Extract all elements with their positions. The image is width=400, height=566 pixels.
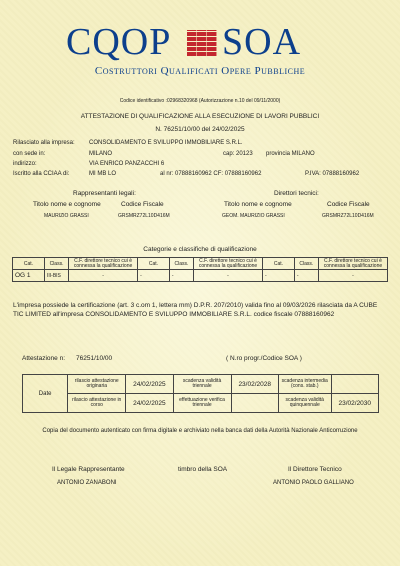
logo-cqop: CQOP bbox=[66, 21, 172, 63]
indirizzo-label: indirizzo: bbox=[13, 161, 37, 167]
attestazione-number: 76251/10/00 bbox=[76, 355, 113, 362]
effettuazione-date bbox=[231, 394, 278, 413]
header-cat: Cat. bbox=[138, 258, 170, 270]
legali-col-name: Titolo nome e cognome bbox=[33, 201, 101, 208]
provincia-value: provincia MILANO bbox=[266, 151, 315, 157]
brick-logo-icon bbox=[187, 30, 217, 56]
al-nr-cf: al nr: 07888160962 CF: 07888160962 bbox=[160, 171, 262, 177]
attestazione-progr: ( N.ro progr./Codice SOA ) bbox=[226, 355, 302, 362]
scadenza-triennale-date: 23/02/2028 bbox=[231, 375, 278, 394]
rappresentante-name: ANTONIO ZANABONI bbox=[57, 480, 117, 486]
rilascio-originaria-date: 24/02/2025 bbox=[126, 375, 173, 394]
rilascio-originaria-label: rilascio attestazione originaria bbox=[68, 375, 126, 394]
scadenza-quinquennale-date: 23/02/2030 bbox=[331, 394, 378, 413]
sede-value: MILANO bbox=[89, 151, 113, 157]
tecnici-title: Direttori tecnici: bbox=[274, 190, 319, 197]
header-cf: C.F. direttore tecnico cui è connessa la qualificazione bbox=[194, 258, 263, 270]
cell-dash: - bbox=[69, 270, 138, 282]
scadenza-intermedia-label: scadenza intermedia (cons. stab.) bbox=[278, 375, 331, 394]
cciaa-value: MI MB LO bbox=[89, 171, 117, 177]
cell-dash: - bbox=[318, 270, 387, 282]
attestazione-label: Attestazione n: bbox=[22, 355, 65, 362]
tecnici-col-name: Titolo nome e cognome bbox=[224, 201, 292, 208]
header-class: Class. bbox=[45, 258, 69, 270]
attestazione-table bbox=[22, 374, 379, 413]
cell-dash: - bbox=[169, 270, 193, 282]
tecnici-cf: GRSMRZ72L10D416M bbox=[322, 213, 374, 219]
rilascio-corso-date: 24/02/2025 bbox=[126, 394, 173, 413]
tecnici-name: GEOM. MAURIZIO GRASSI bbox=[222, 213, 285, 219]
certificazione-text: L'impresa possiede la certificazione (art. 3 c.om 1, lettera mm) D.P.R. 207/2010) valida fino al 09/03/2026 rilasciata da A CUBE TIC LIMITED all'impresa CONSOLIDAMENTO E SVILUPPO IMMOBILIARE S.R.L. codice fiscale 07888160962 bbox=[13, 302, 378, 318]
date-label: Date bbox=[23, 375, 68, 413]
direttore-label: Il Direttore Tecnico bbox=[288, 466, 342, 473]
scadenza-triennale-label: scadenza validità triennale bbox=[173, 375, 231, 394]
table-row bbox=[13, 270, 388, 282]
legali-name: MAURIZIO GRASSI bbox=[44, 213, 89, 219]
header-class: Class. bbox=[169, 258, 193, 270]
header-class: Class. bbox=[294, 258, 318, 270]
header-cat: Cat. bbox=[13, 258, 45, 270]
cap-value: cap: 20123 bbox=[223, 151, 253, 157]
scadenza-intermedia-date bbox=[331, 375, 378, 394]
cell-dash: - bbox=[138, 270, 170, 282]
table-row bbox=[23, 375, 379, 394]
direttore-name: ANTONIO PAOLO GALLIANO bbox=[273, 480, 354, 486]
header-cf: C.F. direttore tecnico cui è connessa la qualificazione bbox=[318, 258, 387, 270]
sede-label: con sede in: bbox=[13, 151, 46, 157]
logo-subtitle: Costruttori Qualificati Opere Pubbliche bbox=[94, 65, 306, 77]
tecnici-col-cf: Codice Fiscale bbox=[327, 201, 370, 208]
indirizzo-value: VIA ENRICO PANZACCHI 6 bbox=[89, 161, 165, 167]
table-row bbox=[13, 258, 388, 270]
codice-identificativo: Codice identificativo :02968320968 (Autorizzazione n.10 del 09/11/2000) bbox=[119, 98, 281, 104]
legali-cf: GRSMRZ72L10D416M bbox=[118, 213, 170, 219]
legali-title: Rappresentanti legali: bbox=[73, 190, 136, 197]
cciaa-label: Iscritto alla CCIAA di: bbox=[13, 171, 70, 177]
categorie-table bbox=[12, 257, 388, 282]
cell-dash: - bbox=[194, 270, 263, 282]
cell-dash: - bbox=[294, 270, 318, 282]
table-row bbox=[23, 394, 379, 413]
company-name: CONSOLIDAMENTO E SVILUPPO IMMOBILIARE S.R.L. bbox=[89, 140, 243, 146]
document-number: N. 76251/10/00 del 24/02/2025 bbox=[155, 126, 245, 133]
rilasciato-label: Rilasciato alla impresa: bbox=[13, 140, 75, 146]
effettuazione-label: effettuazione verifica triennale bbox=[173, 394, 231, 413]
cell-class: III-BIS bbox=[45, 270, 69, 282]
timbro-label: timbro della SOA bbox=[178, 466, 228, 473]
legali-col-cf: Codice Fiscale bbox=[121, 201, 164, 208]
rilascio-corso-label: rilascio attestazione in corso bbox=[68, 394, 126, 413]
rappresentante-label: Il Legale Rappresentante bbox=[52, 466, 125, 473]
header-cat: Cat. bbox=[263, 258, 295, 270]
header-cf: C.F. direttore tecnico cui è connessa la qualificazione bbox=[69, 258, 138, 270]
document-title: ATTESTAZIONE DI QUALIFICAZIONE ALLA ESECUZIONE DI LAVORI PUBBLICI bbox=[80, 113, 320, 120]
piva-value: P.IVA: 07888160962 bbox=[305, 171, 360, 177]
cell-dash: - bbox=[263, 270, 295, 282]
copia-text: Copia del documento autenticato con firma digitale e archiviato nella banca dati della Autorità Nazionale Anticorruzione bbox=[42, 428, 358, 434]
cell-cat: OG 1 bbox=[13, 270, 45, 282]
categorie-title: Categorie e classifiche di qualificazione bbox=[143, 246, 257, 253]
scadenza-quinquennale-label: scadenza validità quinquennale bbox=[278, 394, 331, 413]
logo-soa: SOA bbox=[222, 21, 302, 63]
